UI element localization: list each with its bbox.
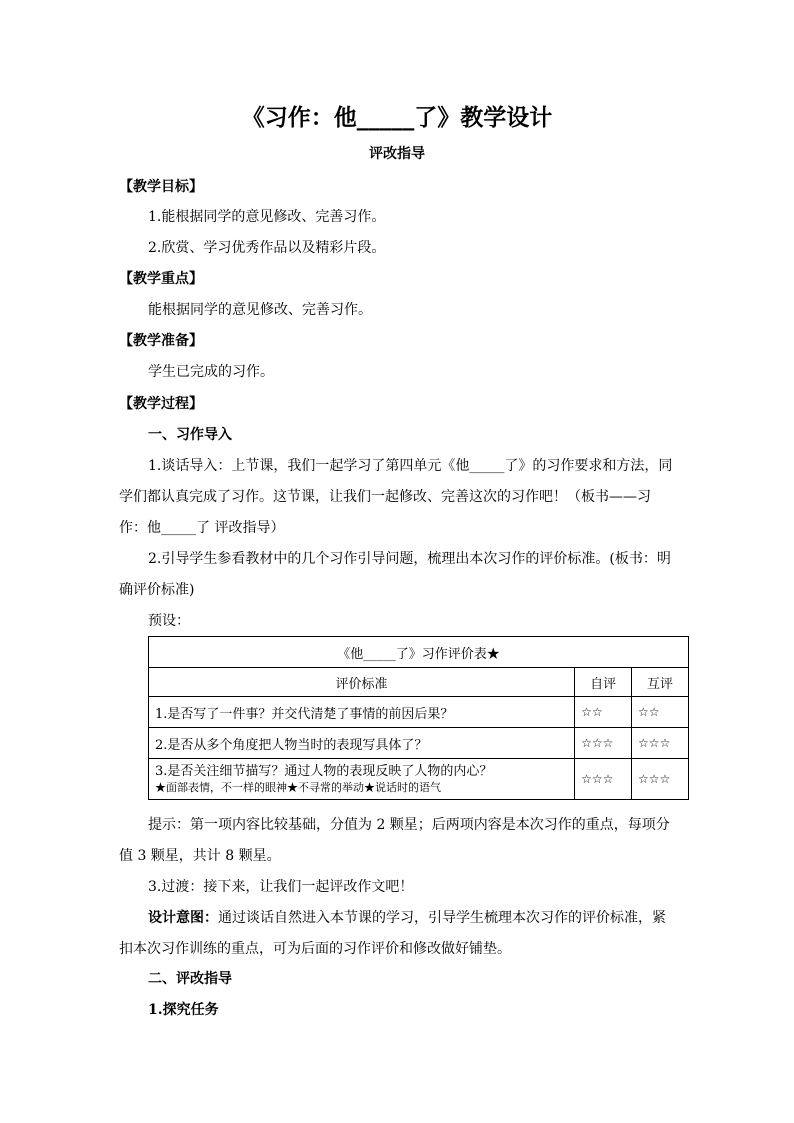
- tip-line-1: 提示：第一项内容比较基础，分值为 2 颗星；后两项内容是本次习作的重点，每项分: [148, 817, 670, 833]
- paragraph-1-line-1: 1.谈话导入：上节课，我们一起学习了第四单元《他_____了》的习作要求和方法，同: [148, 458, 673, 474]
- table-row: [149, 728, 689, 759]
- part1-heading: 一、习作导入: [148, 427, 232, 443]
- self-score-cell: ☆☆☆: [575, 728, 632, 759]
- table-row: [149, 697, 689, 728]
- peer-score-cell: ☆☆: [632, 697, 689, 728]
- task-heading: 1.探究任务: [148, 1002, 219, 1018]
- design-intent-text: 通过谈话自然进入本节课的学习，引导学生梳理本次习作的评价标准，紧: [218, 910, 666, 926]
- goal-item-1: 1.能根据同学的意见修改、完善习作。: [148, 209, 386, 225]
- tip-line-2: 值 3 颗星，共计 8 颗星。: [119, 848, 281, 864]
- header-criteria: 评价标准: [149, 668, 575, 697]
- preset-label: 预设：: [148, 613, 190, 629]
- design-intent-line-2: 扣本次习作训练的重点，可为后面的习作评价和修改做好铺垫。: [119, 941, 511, 957]
- table-caption: 《他_____了》习作评价表★: [149, 637, 689, 668]
- header-peer: 互评: [632, 668, 689, 697]
- table-row: [149, 759, 689, 800]
- key-item-1: 能根据同学的意见修改、完善习作。: [148, 302, 372, 318]
- table-header-row: [149, 668, 689, 697]
- header-self: 自评: [575, 668, 632, 697]
- design-intent-label: 设计意图：: [148, 910, 218, 926]
- self-score-cell: ☆☆: [575, 697, 632, 728]
- paragraph-3: 3.过渡：接下来，让我们一起评改作文吧！: [148, 879, 414, 895]
- criteria-text: 3.是否关注细节描写？通过人物的表现反映了人物的内心？: [155, 764, 493, 779]
- peer-score-cell: ☆☆☆: [632, 759, 689, 800]
- document-subtitle: 评改指导: [369, 146, 425, 162]
- section-heading-process: 【教学过程】: [119, 396, 203, 412]
- evaluation-table: [148, 636, 689, 800]
- paragraph-1-line-3: 作：他_____了 评改指导）: [119, 520, 285, 536]
- prep-item-1: 学生已完成的习作。: [148, 364, 274, 380]
- part2-heading: 二、评改指导: [148, 971, 232, 987]
- paragraph-1-line-2: 学们都认真完成了习作。这节课，让我们一起修改、完善这次的习作吧！（板书——习: [119, 489, 651, 505]
- goal-item-2: 2.欣赏、学习优秀作品以及精彩片段。: [148, 240, 386, 256]
- section-heading-prep: 【教学准备】: [119, 333, 203, 349]
- section-heading-key: 【教学重点】: [119, 271, 203, 287]
- criteria-note: ★面部表情，不一样的眼神★不寻常的举动★说话时的语气: [155, 781, 441, 794]
- peer-score-cell: ☆☆☆: [632, 728, 689, 759]
- paragraph-2-line-2: 确评价标准): [119, 582, 195, 598]
- criteria-cell: 1.是否写了一件事？并交代清楚了事情的前因后果？: [149, 697, 575, 728]
- design-intent-line-1: [148, 907, 678, 929]
- criteria-cell: 2.是否从多个角度把人物当时的表现写具体了？: [149, 728, 575, 759]
- document-title: 《习作：他_____了》教学设计: [241, 104, 553, 131]
- section-heading-goals: 【教学目标】: [119, 179, 203, 195]
- paragraph-2-line-1: 2.引导学生参看教材中的几个习作引导问题，梳理出本次习作的评价标准。(板书：明: [148, 551, 671, 567]
- table-caption-row: [149, 637, 689, 668]
- criteria-cell: [149, 759, 575, 800]
- self-score-cell: ☆☆☆: [575, 759, 632, 800]
